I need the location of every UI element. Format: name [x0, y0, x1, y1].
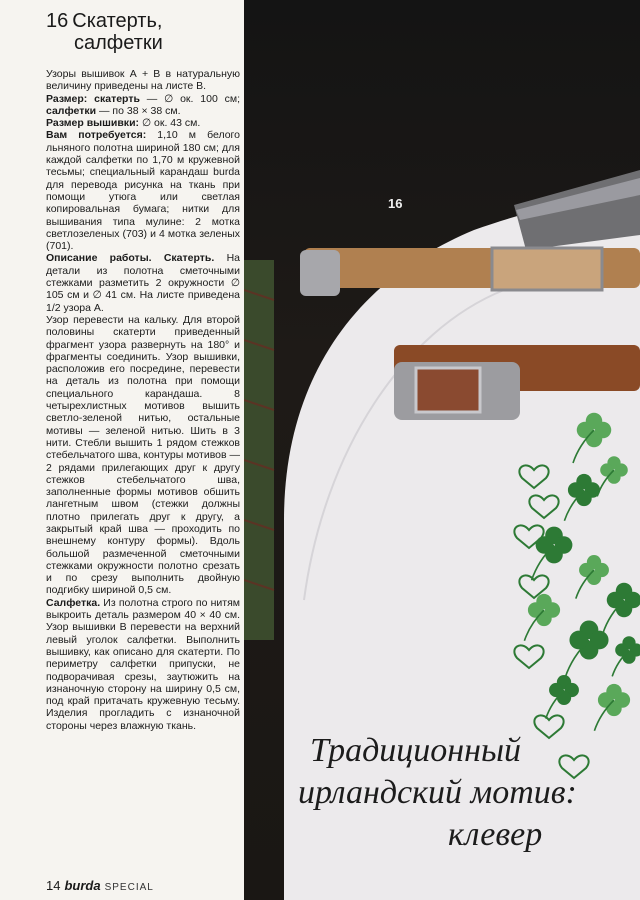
paragraph-text: — ∅ ок. 100 см; [139, 92, 240, 105]
paragraph-text: Из полотна строго по нитям выкроить деталь размером 40 × 40 см. Узор вышивки В перевести на верхний левый уголок салфетки. Выполнить вышивку, как описано для скатерти. По периметру салфетки припуски, не подворачивая срезы, заутюжить на изнаночную сторону на ширину 0,5 см, под край притачать кружевную тесьму. Изделия прогладить с изнаночной стороны через влажную ткань. [46, 596, 240, 732]
paragraph-embroidery-size [46, 117, 240, 129]
fork-handle-lattice [416, 368, 480, 412]
paragraph-tablecloth [46, 252, 240, 313]
instructions-column [0, 0, 244, 900]
title-line-2: салфетки [74, 32, 163, 54]
paragraph-text: На детали из полотна сметочными стежками разметить 2 окружности ∅ 105 см и ∅ 41 см. На листе приведена 1/2 узора А. [46, 252, 240, 314]
knife-handle-inlay [492, 248, 602, 290]
paragraph-text: Узор перевести на кальку. Для второй половины скатерти приведенный фрагмент узора развернуть на 180° и фрагменты соединить. Узор вышивки, расположив его посредине, перевести на деталь из полотна при помощи специального карандаша. 8 четырехлистных мотивов вышить светло-зеленой нитью, остальные мотивы — зеленой нитью. Шить в 3 нити. Стебли вышить 1 рядом стежков стебельчатого шва, контуры мотивов — 2 рядами прилегающих друг к другу стежков стебельчатого шва, заполненные формы мотивов обшить лангетным швом (стежки должны плотно прилегать друг к другу, а закрытый край шва — проходить по внешнему контуру формы). Вдоль большой размеченной сметочными стежками окружности полотно срезать и по срезу выполнить двойную подгибку шириной 0,5 см. [46, 313, 240, 597]
brand-logo: burda [64, 878, 101, 893]
paragraph-lead: Размер: скатерть [46, 92, 140, 105]
paragraph-text: — по 38 × 38 см. [96, 104, 181, 117]
page-number: 14 [46, 878, 61, 893]
article-number: 16 [46, 10, 69, 32]
caption-line-3: клевер [448, 816, 543, 853]
paragraph-lead: Салфетка. [46, 596, 101, 609]
edition-label: SPECIAL [104, 882, 154, 893]
page-footer [46, 878, 154, 893]
paragraph-lead: Описание работы. Скатерть. [46, 252, 215, 265]
plaid-cloth [244, 260, 274, 640]
product-photo [244, 0, 640, 900]
paragraph-materials [46, 129, 240, 252]
paragraph-lead: Размер вышивки: [46, 117, 140, 130]
paragraph-transfer [46, 314, 240, 597]
paragraph-text: Узоры вышивок А + В в натуральную величину приведены на листе В. [46, 68, 240, 93]
caption-line-1: Традиционный [310, 732, 522, 769]
paragraph-text: ∅ ок. 43 см. [139, 117, 201, 130]
paragraph-napkin [46, 597, 240, 732]
photo-number: 16 [388, 196, 403, 211]
article-body [46, 68, 240, 732]
paragraph-lead: Вам потребуется: [46, 129, 147, 142]
title-line-1: Скатерть, [72, 10, 163, 32]
paragraph-intro [46, 68, 240, 93]
paragraph-size [46, 93, 240, 118]
photo-caption [298, 730, 628, 856]
knife-handle-cap [300, 250, 340, 296]
paragraph-lead: салфетки [46, 104, 97, 117]
paragraph-text: 1,10 м белого льняного полотна шириной 180 см; для каждой салфетки по 1,70 м кружевной тесьмы; специальный карандаш burda для перевода рисунка на ткань при помощи утюга или светлая копировальная бумага; нитки для вышивания типа мулине: 2 мотка светлозеленых (703) и 4 мотка зеленых (701). [46, 129, 240, 253]
article-heading [46, 10, 236, 54]
caption-line-2: ирландский мотив: [298, 774, 577, 811]
